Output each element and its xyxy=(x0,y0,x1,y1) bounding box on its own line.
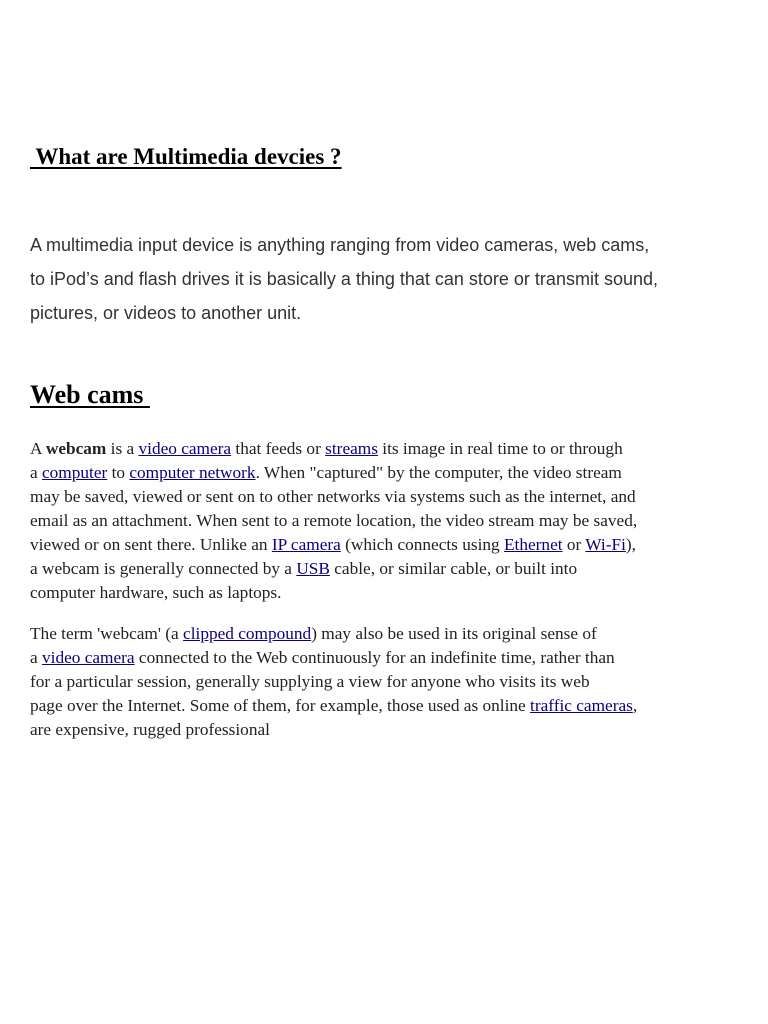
term-paragraph xyxy=(30,622,750,742)
paragraph-line: may be saved, viewed or sent on to other networks via systems such as the internet, and xyxy=(30,487,636,506)
intro-paragraph xyxy=(30,228,740,330)
link-traffic-cameras[interactable]: traffic cameras xyxy=(530,696,633,715)
intro-line: A multimedia input device is anything ranging from video cameras, web cams, xyxy=(30,235,650,255)
main-heading: What are Multimedia devcies ? xyxy=(30,144,342,169)
link-computer[interactable]: computer xyxy=(42,463,108,482)
text-run: . When "captured" by the computer, the video stream xyxy=(255,463,622,482)
webcams-heading: Web cams xyxy=(30,380,150,409)
paragraph-line xyxy=(30,533,750,557)
link-ethernet[interactable]: Ethernet xyxy=(504,535,563,554)
paragraph-line: for a particular session, generally supplying a view for anyone who visits its web xyxy=(30,672,590,691)
text-run: to xyxy=(107,463,130,482)
text-run: ) may also be used in its original sense of xyxy=(311,624,597,643)
link-usb[interactable]: USB xyxy=(296,559,330,578)
link-computer-network[interactable]: computer network xyxy=(129,463,256,482)
paragraph-line xyxy=(30,694,750,718)
text-run: cable, or similar cable, or built into xyxy=(329,559,578,578)
paragraph-line xyxy=(30,622,750,646)
paragraph-line: email as an attachment. When sent to a remote location, the video stream may be saved, xyxy=(30,511,638,530)
link-video-camera[interactable]: video camera xyxy=(138,439,232,458)
intro-line: pictures, or videos to another unit. xyxy=(30,303,302,323)
text-run: is a xyxy=(106,439,139,458)
text-run: its image in real time to or through xyxy=(377,439,623,458)
text-run: a xyxy=(30,463,42,482)
link-wi-fi[interactable]: Wi-Fi xyxy=(585,535,626,554)
paragraph-line xyxy=(30,437,750,461)
text-run: (which connects using xyxy=(340,535,504,554)
link-ip-camera[interactable]: IP camera xyxy=(271,535,341,554)
text-run: or xyxy=(562,535,586,554)
paragraph-line xyxy=(30,461,750,485)
text-run: viewed or on sent there. Unlike an xyxy=(30,535,272,554)
text-run: a xyxy=(30,648,42,667)
text-run: that feeds or xyxy=(231,439,326,458)
text-run: The term 'webcam' (a xyxy=(30,624,184,643)
link-clipped-compound[interactable]: clipped compound xyxy=(183,624,312,643)
link-streams[interactable]: streams xyxy=(325,439,378,458)
paragraph-line xyxy=(30,557,750,581)
link-video-camera-2[interactable]: video camera xyxy=(42,648,135,667)
text-run: , xyxy=(632,696,638,715)
text-run: page over the Internet. Some of them, for example, those used as online xyxy=(30,696,531,715)
text-run: A xyxy=(30,439,46,458)
paragraph-line xyxy=(30,646,750,670)
paragraph-line: computer hardware, such as laptops. xyxy=(30,583,282,602)
paragraph-line: are expensive, rugged professional xyxy=(30,720,270,739)
text-run: ), xyxy=(625,535,636,554)
text-run: connected to the Web continuously for an indefinite time, rather than xyxy=(134,648,615,667)
text-run: a webcam is generally connected by a xyxy=(30,559,297,578)
webcam-paragraph xyxy=(30,437,750,605)
intro-line: to iPod’s and flash drives it is basically a thing that can store or transmit sound, xyxy=(30,269,658,289)
webcam-term: webcam xyxy=(45,439,107,458)
